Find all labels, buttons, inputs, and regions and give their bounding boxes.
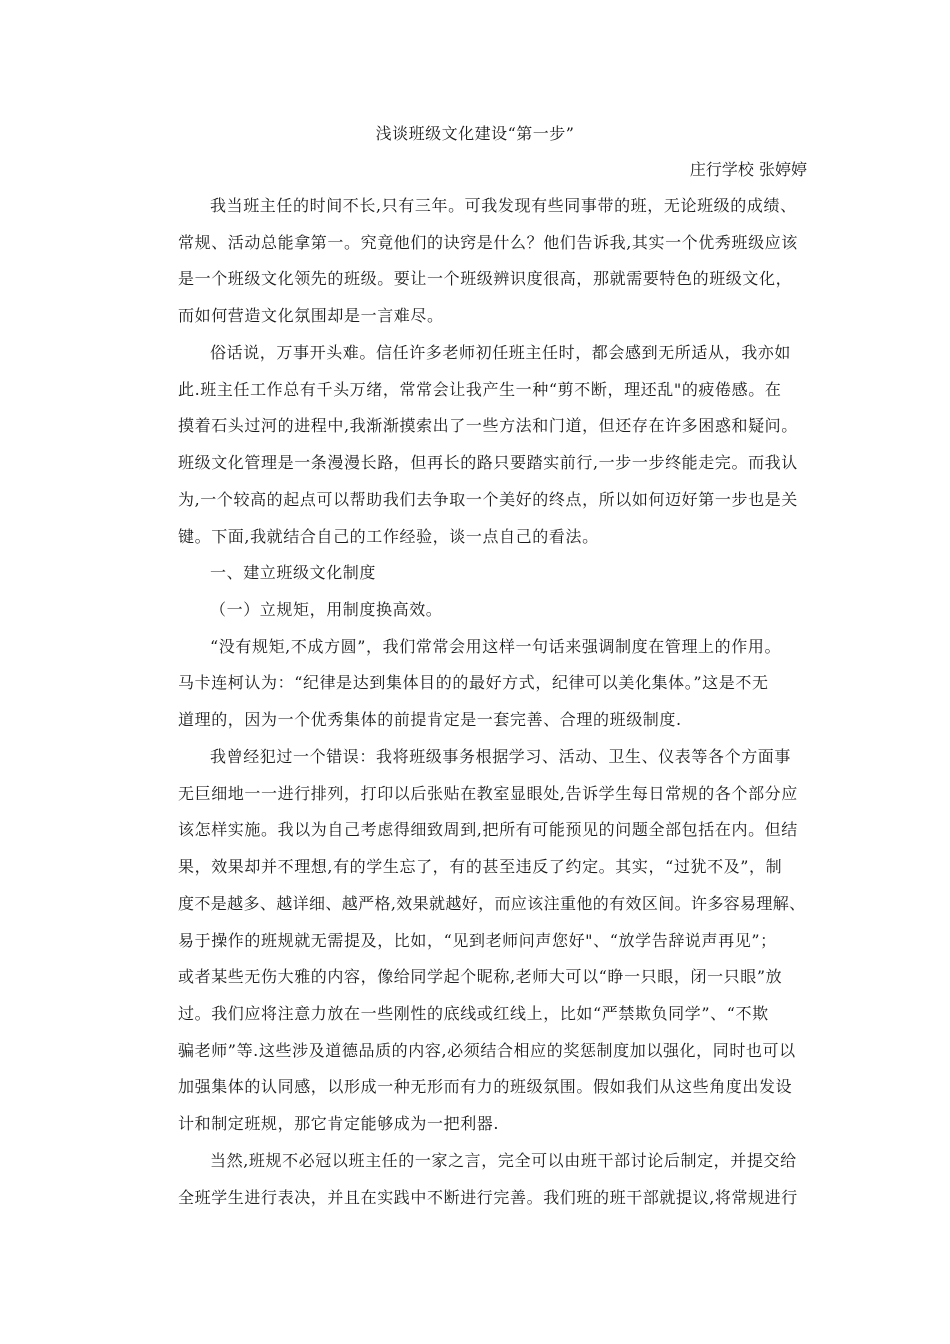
text-line: 计和制定班规，那它肯定能够成为一把利器. (178, 1114, 500, 1133)
text-line: 马卡连柯认为：“纪律是达到集体目的的最好方式，纪律可以美化集体。”这是不无 (178, 673, 769, 692)
text-line: “没有规矩,不成方圆”，我们常常会用这样一句话来强调制度在管理上的作用。 (210, 637, 782, 656)
text-line: 而如何营造文化氛围却是一言难尽。 (178, 306, 444, 325)
text-line: 此.班主任工作总有千头万绪，常常会让我产生一种“剪不断，理还乱"的疲倦感。在 (178, 380, 782, 399)
text-line: 摸着石头过河的进程中,我渐渐摸索出了一些方法和门道，但还存在许多困惑和疑问。 (178, 416, 798, 435)
text-line: 度不是越多、越详细、越严格,效果就越好，而应该注重他的有效区间。许多容易理解、 (178, 894, 806, 913)
text-line: 键。下面,我就结合自己的工作经验，谈一点自己的看法。 (178, 527, 599, 546)
text-line: 班级文化管理是一条漫漫长路，但再长的路只要踏实前行,一步一步终能走完。而我认 (178, 453, 798, 472)
text-line: 或者某些无伤大雅的内容，像给同学起个昵称,老师大可以“睁一只眼，闭一只眼”放 (178, 967, 783, 986)
text-line: 为,一个较高的起点可以帮助我们去争取一个美好的终点，所以如何迈好第一步也是关 (178, 490, 798, 509)
text-line: 易于操作的班规就无需提及，比如，“见到老师问声您好"、“放学告辞说声再见”； (178, 931, 777, 950)
text-line: 当然,班规不必冠以班主任的一家之言，完全可以由班干部讨论后制定，并提交给 (210, 1151, 797, 1170)
author-line: 庄行学校 张婷婷 (689, 160, 807, 179)
document-title: 浅谈班级文化建设“第一步” (375, 124, 575, 143)
text-line: 我曾经犯过一个错误：我将班级事务根据学习、活动、卫生、仪表等各个方面事 (210, 747, 792, 766)
text-line: 俗话说，万事开头难。信任许多老师初任班主任时，都会感到无所适从，我亦如 (210, 343, 792, 362)
text-line: 常规、活动总能拿第一。究竟他们的诀窍是什么？他们告诉我,其实一个优秀班级应该 (178, 233, 798, 252)
text-line: 是一个班级文化领先的班级。要让一个班级辨识度很高，那就需要特色的班级文化， (178, 269, 793, 288)
text-line: 道理的，因为一个优秀集体的前提肯定是一套完善、合理的班级制度. (178, 710, 682, 729)
text-line: 无巨细地一一进行排列，打印以后张贴在教室显眼处,告诉学生每日常规的各个部分应 (178, 784, 798, 803)
text-line: 过。我们应将注意力放在一些刚性的底线或红线上，比如“严禁欺负同学”、“不欺 (178, 1004, 769, 1023)
text-line: 全班学生进行表决，并且在实践中不断进行完善。我们班的班干部就提议,将常规进行 (178, 1188, 798, 1207)
text-line: 骗老师”等.这些涉及道德品质的内容,必须结合相应的奖惩制度加以强化，同时也可以 (178, 1041, 796, 1060)
text-line: 加强集体的认同感，以形成一种无形而有力的班级氛围。假如我们从这些角度出发设 (178, 1077, 793, 1096)
section-heading: 一、建立班级文化制度 (210, 563, 377, 582)
text-line: 我当班主任的时间不长,只有三年。可我发现有些同事带的班，无论班级的成绩、 (210, 196, 797, 215)
text-line: 该怎样实施。我以为自己考虑得细致周到,把所有可能预见的问题全部包括在内。但结 (178, 820, 798, 839)
text-line: 果，效果却并不理想,有的学生忘了，有的甚至违反了约定。其实，“过犹不及”，制 (178, 857, 783, 876)
subsection-heading: （一）立规矩，用制度换高效。 (210, 600, 443, 619)
